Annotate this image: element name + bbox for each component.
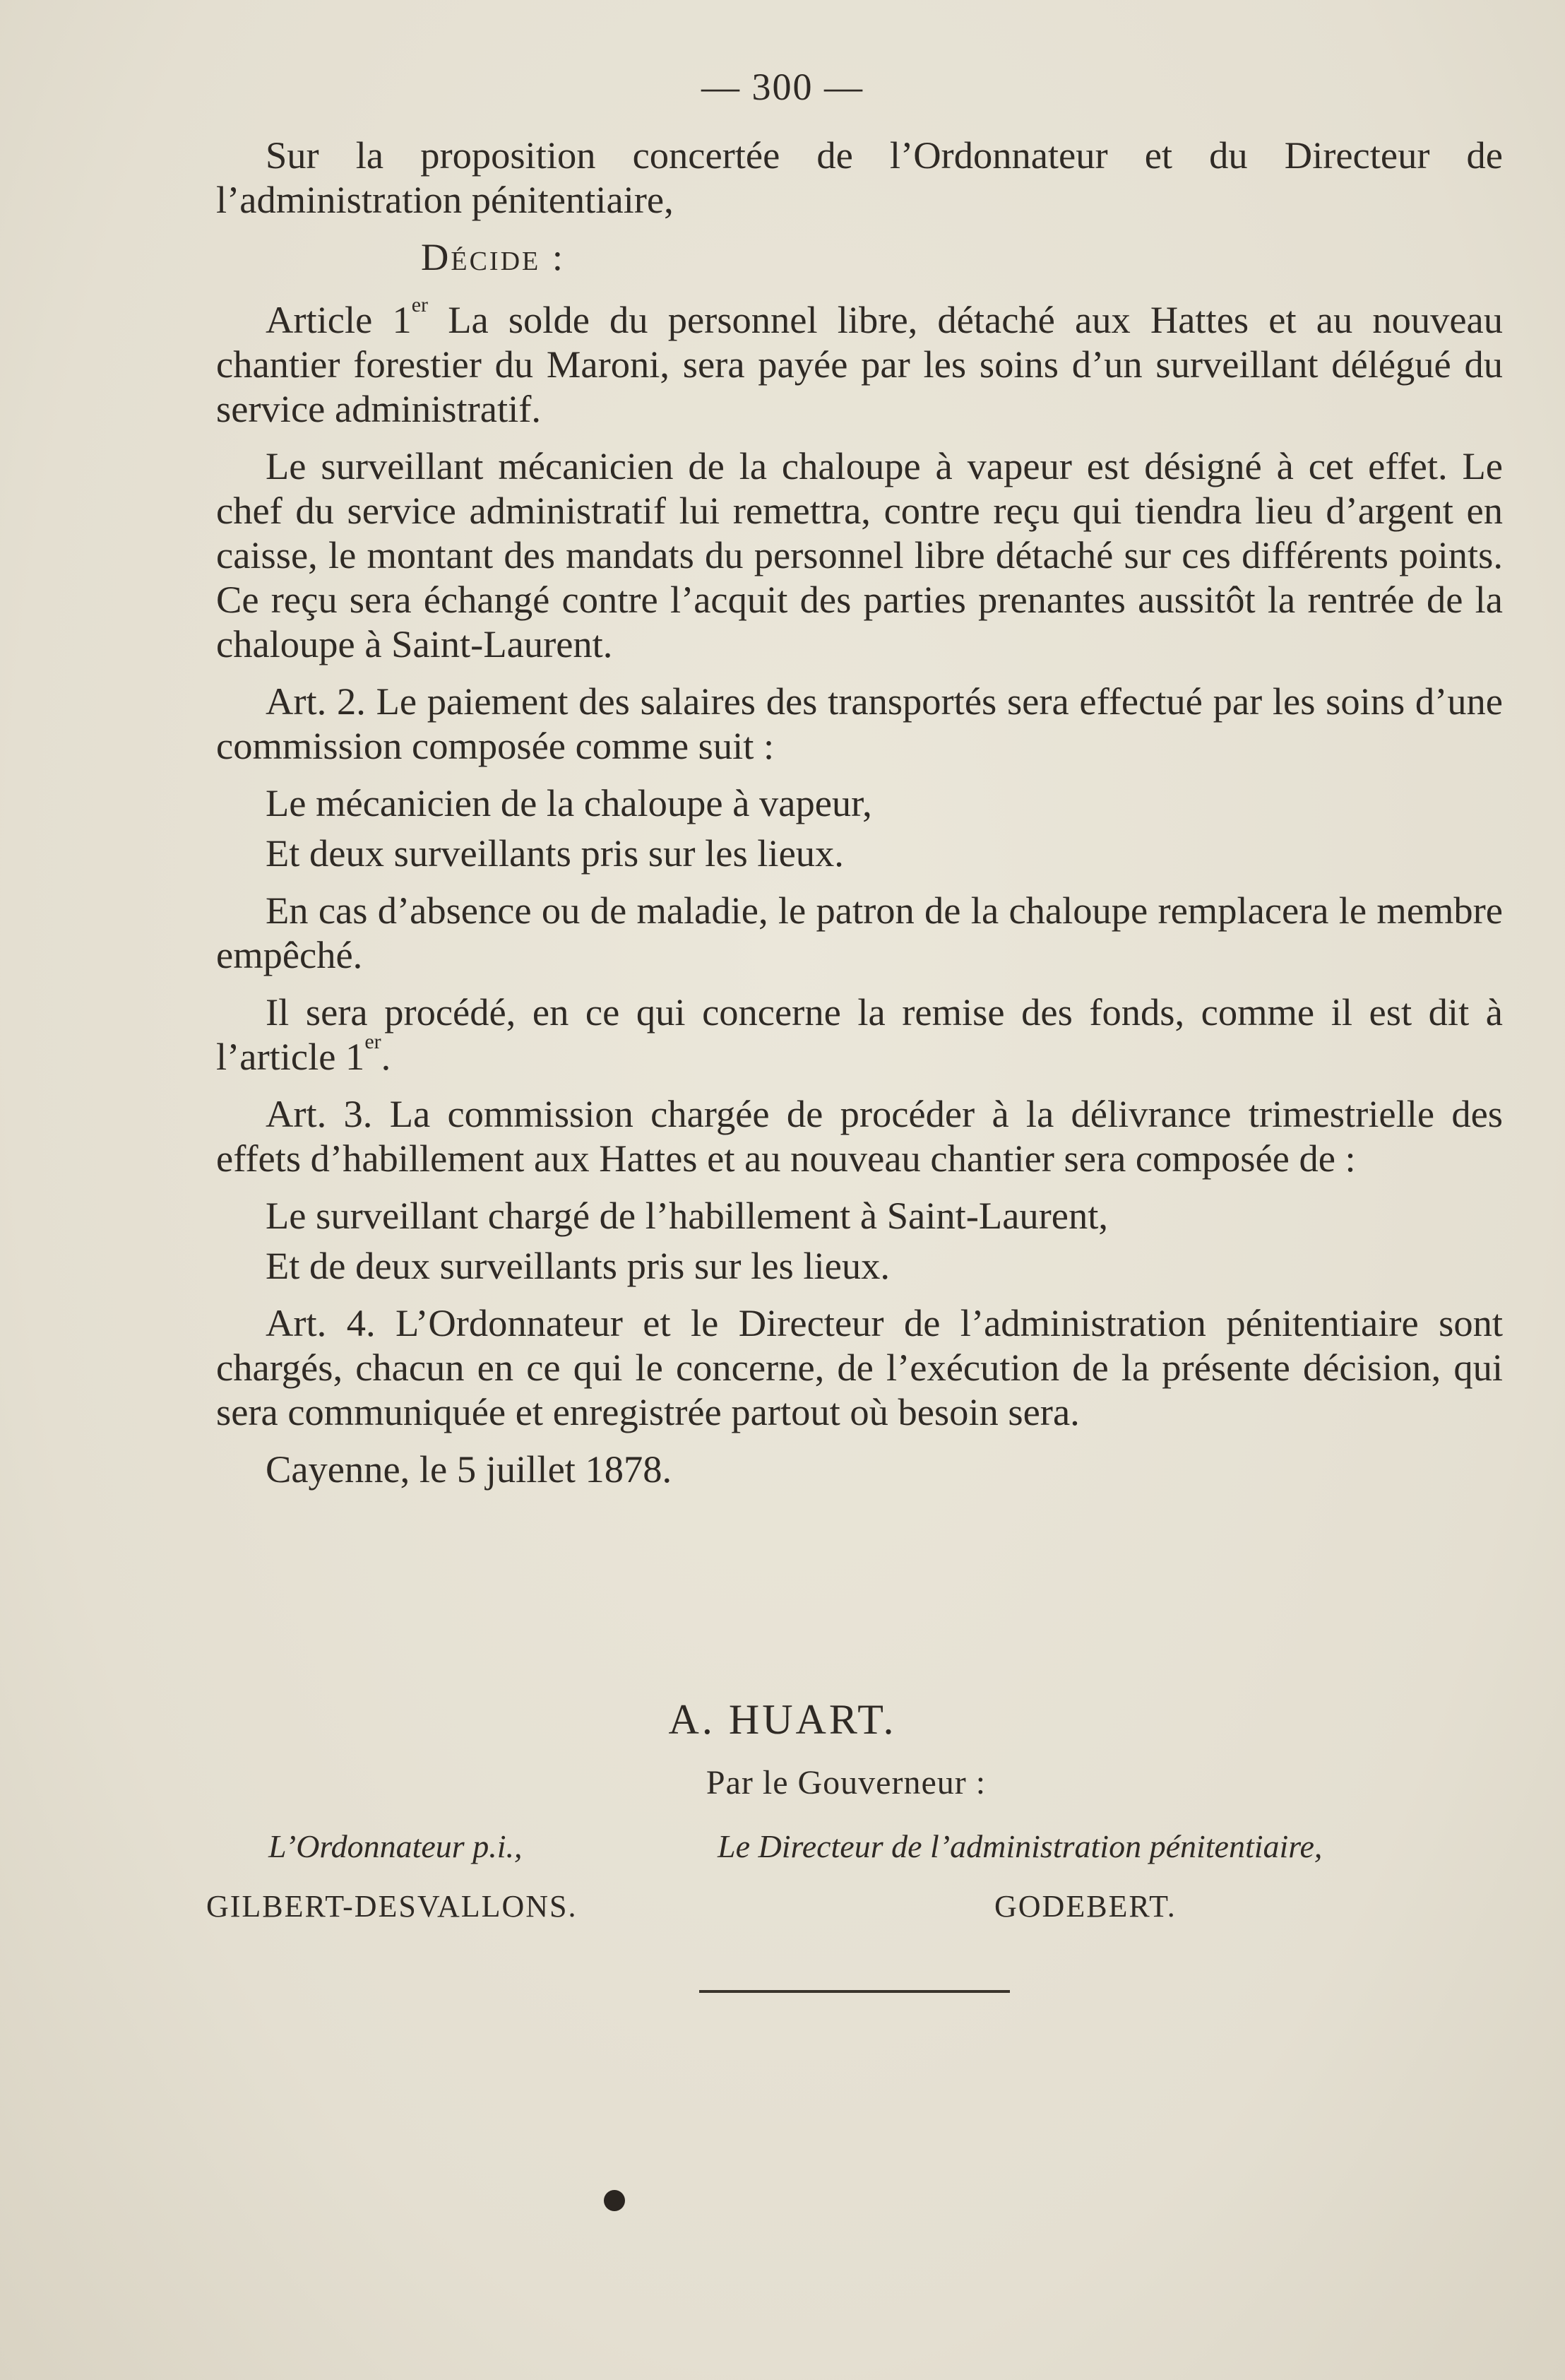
directeur-name: GODEBERT. — [994, 1889, 1177, 1924]
article-3-member-1: Le surveillant chargé de l’habillement à Saint-Laurent, — [266, 1194, 1108, 1237]
article-2-funds-text: Il sera procédé, en ce qui concerne la remise des fonds, comme il est dit à l’article 1 — [216, 990, 1503, 1078]
article-3-member-2: Et de deux surveillants pris sur les lieux. — [266, 1244, 890, 1287]
article-2-funds-period: . — [381, 1035, 391, 1078]
article-1-label: Article 1 — [266, 298, 412, 341]
page-number: — 300 — — [701, 66, 864, 108]
governor-signature: A. HUART. — [668, 1696, 897, 1743]
article-2-funds-superscript: er — [364, 1030, 381, 1054]
ordonnateur-title: L’Ordonnateur p.i., — [268, 1828, 523, 1864]
article-2-substitute-paragraph: En cas d’absence ou de maladie, le patron de la chaloupe remplacera le membre empêché. — [216, 889, 1503, 976]
end-rule — [699, 1990, 1010, 1993]
article-4-paragraph: Art. 4. L’Ordonnateur et le Directeur de l’administration pénitentiaire sont chargés, chacun en ce qui le concerne, de l’exécution de la présente décision, qui sera communiquée et enregistrée partout où besoin sera. — [216, 1301, 1503, 1433]
article-1-text: La solde du personnel libre, détaché aux Hattes et au nouveau chantier forestier du Maroni, sera payée par les soins d’un surveillant délégué du service administratif. — [216, 298, 1503, 430]
ink-spot — [604, 2190, 625, 2211]
article-2-paragraph: Art. 2. Le paiement des salaires des transportés sera effectué par les soins d’une commission composée comme suit : — [216, 680, 1503, 767]
article-2-member-1: Le mécanicien de la chaloupe à vapeur, — [266, 781, 872, 824]
article-2-funds-paragraph — [216, 990, 1503, 1079]
preamble-paragraph: Sur la proposition concertée de l’Ordonnateur et du Directeur de l’administration pénitentiaire, — [216, 134, 1503, 221]
decide-heading: Décide : — [421, 235, 565, 278]
article-1-detail-paragraph: Le surveillant mécanicien de la chaloupe à vapeur est désigné à cet effet. Le chef du service administratif lui remettra, contre reçu qui tiendra lieu d’argent en caisse, le montant des mandats du personnel libre détaché sur ces différents points. Ce reçu sera échangé contre l’acquit des parties prenantes aussitôt la rentrée de la chaloupe à Saint-Laurent. — [216, 444, 1503, 665]
directeur-title: Le Directeur de l’administration pénitentiaire, — [718, 1828, 1323, 1864]
par-le-gouverneur: Par le Gouverneur : — [706, 1764, 987, 1801]
article-3-paragraph: Art. 3. La commission chargée de procéder à la délivrance trimestrielle des effets d’habillement aux Hattes et au nouveau chantier sera composée de : — [216, 1092, 1503, 1180]
ordonnateur-name: GILBERT-DESVALLONS. — [206, 1889, 578, 1924]
article-1-superscript: er — [411, 293, 429, 317]
date-line: Cayenne, le 5 juillet 1878. — [266, 1447, 672, 1491]
decision-body — [216, 133, 1503, 1504]
article-1-paragraph — [216, 293, 1503, 431]
article-2-member-2: Et deux surveillants pris sur les lieux. — [266, 831, 844, 875]
